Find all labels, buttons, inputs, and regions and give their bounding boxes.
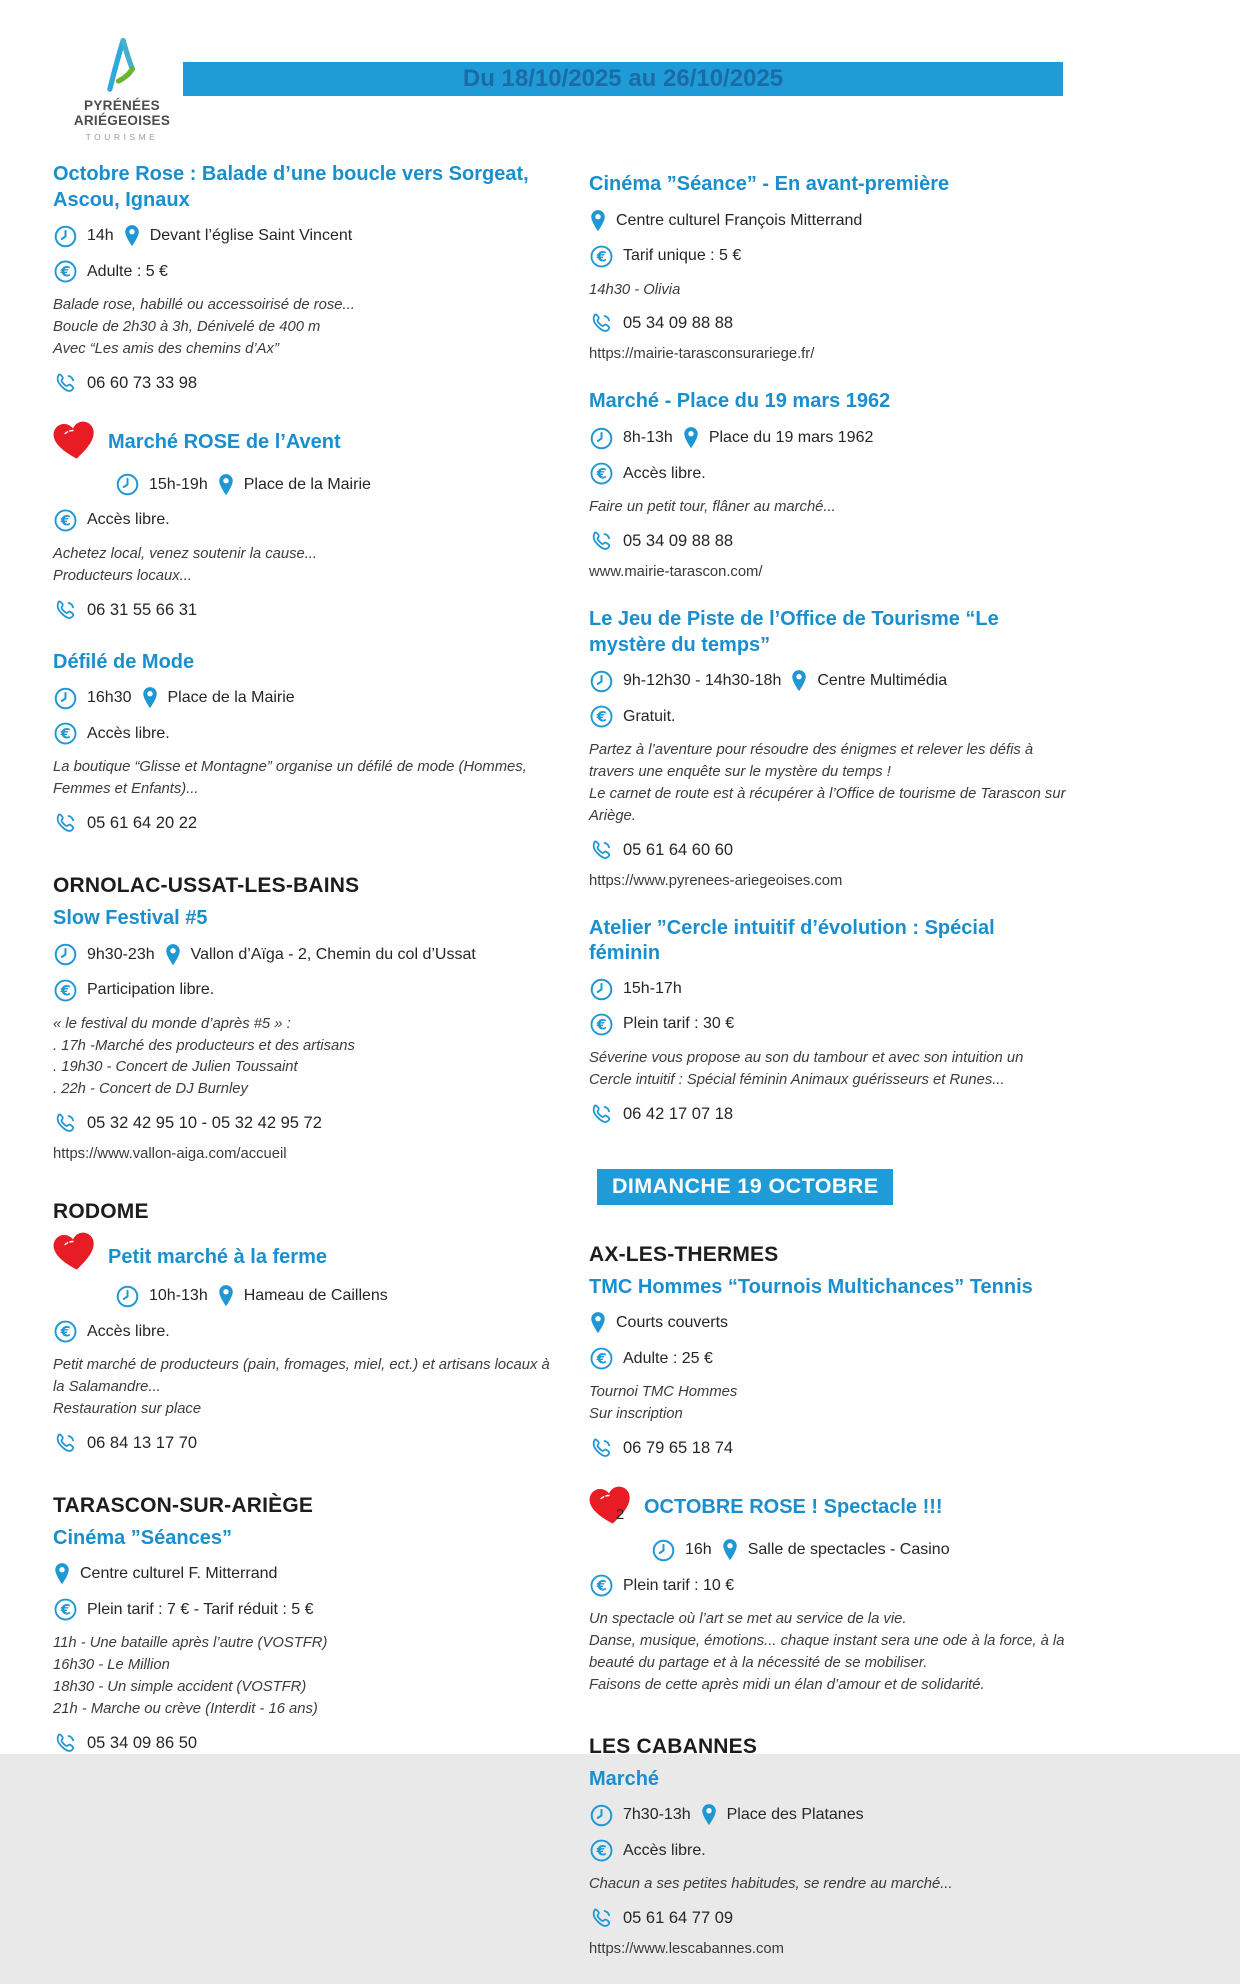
clock-icon [651, 1538, 676, 1563]
event-description [53, 1633, 563, 1721]
euro-icon [53, 1319, 78, 1344]
phone-icon [589, 529, 614, 554]
schedule-row [115, 472, 563, 498]
price-label: Gratuit. [623, 707, 676, 725]
event-title: Défilé de Mode [53, 650, 195, 673]
location-pin-icon [217, 472, 235, 498]
euro-icon [53, 978, 78, 1003]
event-card [589, 607, 1070, 889]
event-card [53, 650, 563, 836]
event-card [589, 389, 1070, 579]
schedule-row [589, 977, 1070, 1002]
event-description [589, 740, 1070, 828]
event-card [53, 162, 563, 396]
schedule-row [589, 208, 1070, 234]
time-label: 9h30-23h [87, 945, 155, 963]
time-label: 9h-12h30 - 14h30-18h [623, 672, 782, 690]
place-label: Centre culturel François Mitterrand [616, 211, 863, 229]
price-label: Tarif unique : 5 € [623, 247, 742, 265]
event-description [53, 1355, 563, 1421]
phone-icon [53, 1731, 78, 1756]
event-description [589, 1874, 1070, 1896]
price-label: Accès libre. [87, 724, 170, 742]
description-line: Le carnet de route est à récupérer à l’Office de tourisme de Tarascon sur Ariège. [589, 785, 1066, 824]
phone-icon [589, 1436, 614, 1461]
location-pin-icon [53, 1561, 71, 1587]
place-label: Place du 19 mars 1962 [708, 429, 874, 447]
svg-text:€: € [596, 1577, 607, 1595]
description-line: Restauration sur place [53, 1400, 202, 1417]
phone-number: 05 61 64 20 22 [87, 814, 198, 833]
svg-text:€: € [60, 1323, 71, 1341]
time-label: 16h30 [87, 689, 132, 707]
clock-icon [589, 1803, 614, 1828]
price-row [589, 1346, 1070, 1371]
clock-icon [589, 426, 614, 451]
pyrenees-ariegeoises-logo [58, 36, 186, 142]
schedule-row [53, 685, 563, 711]
event-description [589, 1048, 1070, 1092]
column-left [53, 148, 563, 1984]
location-pin-icon [164, 942, 182, 968]
phone-icon [589, 1102, 614, 1127]
svg-text:€: € [596, 465, 607, 483]
svg-text:€: € [596, 708, 607, 726]
time-label: 15h-17h [623, 980, 682, 998]
description-line: Avec “Les amis des chemins d’Ax” [53, 340, 279, 357]
description-line: 11h - Une bataille après l’autre (VOSTFR) [53, 1635, 328, 1652]
event-card [53, 423, 563, 623]
price-row [589, 1838, 1070, 1863]
event-title: Slow Festival #5 [53, 907, 208, 930]
euro-icon [589, 1838, 614, 1863]
description-line: Producteurs locaux... [53, 567, 192, 584]
phone-icon [589, 311, 614, 336]
price-label: Plein tarif : 7 € - Tarif réduit : 5 € [87, 1600, 314, 1618]
event-url[interactable]: https://www.vallon-aiga.com/accueil [53, 1146, 287, 1163]
phone-row [589, 838, 1070, 863]
description-line: Séverine vous propose au son du tambour et avec son intuition un Cercle intuitif : Spécial féminin Animaux guérisseurs et Runes... [589, 1049, 1024, 1088]
date-range-banner: Du 18/10/2025 au 26/10/2025 [183, 62, 1063, 96]
place-label: Devant l’église Saint Vincent [149, 227, 353, 245]
time-label: 16h [685, 1541, 712, 1559]
city-heading: TARASCON-SUR-ARIÈGE [53, 1493, 314, 1517]
svg-text:€: € [596, 248, 607, 266]
location-pin-icon [700, 1802, 718, 1828]
clock-icon [115, 472, 140, 497]
svg-text:€: € [60, 263, 71, 281]
description-line: 21h - Marche ou crève (Interdit - 16 ans) [53, 1701, 318, 1718]
event-card [589, 916, 1070, 1127]
price-label: Accès libre. [87, 511, 170, 529]
price-row [589, 1573, 1070, 1598]
description-line: Faisons de cette après midi un élan d’amour et de solidarité. [589, 1676, 985, 1693]
phone-row [53, 598, 563, 623]
event-title-row [53, 423, 563, 462]
events-columns [0, 140, 1240, 1984]
price-row [53, 1319, 563, 1344]
event-title: Cinéma ”Séance” - En avant-première [589, 173, 950, 195]
time-label: 10h-13h [149, 1287, 208, 1305]
description-line: 18h30 - Un simple accident (VOSTFR) [53, 1679, 307, 1696]
logo-title: PYRÉNÉES ARIÉGEOISES [73, 98, 171, 129]
event-url[interactable]: www.mairie-tarascon.com/ [589, 563, 763, 580]
schedule-row [589, 1802, 1070, 1828]
event-card [53, 906, 563, 1162]
schedule-row [53, 223, 563, 249]
place-label: Place de la Mairie [167, 689, 295, 707]
phone-row [589, 1102, 1070, 1127]
phone-icon [589, 1906, 614, 1931]
description-line: Danse, musique, émotions... chaque instant sera une ode à la force, à la beauté du partage et à la nécessité de se mobiliser. [589, 1632, 1065, 1671]
event-title: OCTOBRE ROSE ! Spectacle !!! [644, 1495, 943, 1518]
event-description [589, 1609, 1070, 1697]
euro-icon [53, 508, 78, 533]
phone-number: 05 32 42 95 10 - 05 32 42 95 72 [87, 1114, 322, 1133]
phone-number: 05 61 64 77 09 [623, 1909, 734, 1928]
price-label: Adulte : 25 € [623, 1349, 713, 1367]
description-line: Balade rose, habillé ou accessoirisé de rose... [53, 297, 355, 314]
place-label: Courts couverts [616, 1314, 729, 1332]
phone-row [53, 1731, 563, 1756]
price-label: Plein tarif : 10 € [623, 1576, 735, 1594]
euro-icon [53, 1597, 78, 1622]
phone-number: 05 34 09 86 50 [87, 1734, 198, 1752]
clock-icon [53, 686, 78, 711]
euro-icon [589, 1012, 614, 1037]
phone-icon [53, 598, 78, 623]
location-pin-icon [589, 208, 607, 234]
price-label: Accès libre. [623, 464, 706, 482]
place-label: Centre Multimédia [817, 672, 948, 690]
location-pin-icon [123, 223, 141, 249]
phone-number: 05 34 09 88 88 [623, 531, 734, 550]
description-line: Tournoi TMC Hommes [589, 1384, 738, 1401]
description-line: . 19h30 - Concert de Julien Toussaint [53, 1059, 298, 1076]
price-row [589, 1012, 1070, 1037]
phone-icon [53, 811, 78, 836]
euro-icon [53, 259, 78, 284]
svg-text:€: € [596, 1016, 607, 1034]
price-row [589, 244, 1070, 269]
description-line: « le festival du monde d’après #5 » : [53, 1015, 291, 1032]
day-banner: DIMANCHE 19 OCTOBRE [597, 1169, 893, 1205]
schedule-row [589, 1310, 1070, 1336]
place-label: Place des Platanes [726, 1806, 864, 1824]
event-description [53, 295, 563, 361]
location-pin-icon [217, 1283, 235, 1309]
schedule-row [53, 942, 563, 968]
schedule-row [589, 668, 1070, 694]
description-line: 14h30 - Olivia [589, 281, 681, 298]
price-label: Plein tarif : 30 € [623, 1015, 735, 1033]
phone-number: 06 79 65 18 74 [623, 1439, 734, 1458]
phone-row [589, 311, 1070, 336]
clock-icon [589, 977, 614, 1002]
euro-icon [53, 721, 78, 746]
schedule-row [115, 1283, 563, 1309]
city-heading: RODOME [53, 1200, 149, 1224]
location-pin-icon [790, 668, 808, 694]
clock-icon [115, 1284, 140, 1309]
page-number: 2 [615, 1506, 625, 1523]
phone-number: 06 31 55 66 31 [87, 600, 198, 619]
phone-number: 06 42 17 07 18 [623, 1104, 734, 1123]
svg-text:€: € [60, 725, 71, 743]
event-title: TMC Hommes “Tournois Multichances” Tennis [589, 1275, 1033, 1298]
euro-icon [589, 1573, 614, 1598]
description-line: 16h30 - Le Million [53, 1657, 170, 1674]
description-line: Petit marché de producteurs (pain, fromages, miel, ect.) et artisans locaux à la Salamandre... [53, 1357, 550, 1396]
location-pin-icon [721, 1537, 739, 1563]
event-title: Marché ROSE de l’Avent [108, 430, 341, 453]
description-line: Achetez local, venez soutenir la cause... [53, 545, 318, 562]
description-line: Chacun a ses petites habitudes, se rendre au marché... [589, 1876, 953, 1893]
phone-row [53, 1431, 563, 1456]
description-line: . 17h -Marché des producteurs et des artisans [53, 1037, 355, 1054]
price-row [53, 721, 563, 746]
event-description [53, 757, 563, 801]
location-pin-icon [141, 685, 159, 711]
event-description [589, 497, 1070, 519]
time-label: 14h [87, 227, 114, 245]
time-label: 7h30-13h [623, 1806, 691, 1824]
clock-icon [589, 669, 614, 694]
description-line: . 22h - Concert de DJ Burnley [53, 1081, 248, 1098]
description-line: Faire un petit tour, flâner au marché... [589, 499, 836, 516]
place-label: Centre culturel F. Mitterrand [80, 1565, 278, 1583]
svg-text:€: € [60, 982, 71, 1000]
event-card [589, 1275, 1070, 1461]
phone-row [53, 811, 563, 836]
city-heading: LES CABANNES [589, 1734, 758, 1758]
logo-subtitle: TOURISME [85, 132, 159, 143]
city-heading: ORNOLAC-USSAT-LES-BAINS [53, 874, 360, 898]
event-title-row [53, 1234, 563, 1273]
logo-mountain-a-icon [96, 36, 148, 96]
place-label: Salle de spectacles - Casino [747, 1541, 950, 1559]
description-line: Un spectacle où l’art se met au service de la vie. [589, 1611, 907, 1628]
price-label: Accès libre. [87, 1322, 170, 1340]
location-pin-icon [682, 425, 700, 451]
phone-row [53, 371, 563, 396]
description-line: Boucle de 2h30 à 3h, Dénivelé de 400 m [53, 319, 321, 336]
event-title: Cinéma ”Séances” [53, 1526, 232, 1549]
svg-text:€: € [60, 512, 71, 530]
price-row [53, 259, 563, 284]
phone-icon [53, 1431, 78, 1456]
schedule-row [651, 1537, 1070, 1563]
event-title: Marché [589, 1767, 660, 1790]
column-right [589, 148, 1070, 1984]
price-row [589, 461, 1070, 486]
price-label: Adulte : 5 € [87, 262, 168, 280]
phone-icon [589, 838, 614, 863]
event-url[interactable]: https://mairie-tarasconsurariege.fr/ [589, 346, 815, 363]
day-banner-row [589, 1169, 1070, 1205]
event-description [589, 280, 1070, 302]
time-label: 8h-13h [623, 429, 673, 447]
price-row [53, 1597, 563, 1622]
event-card [589, 172, 1070, 362]
price-label: Accès libre. [623, 1841, 706, 1859]
clock-icon [53, 224, 78, 249]
phone-number: 06 60 73 33 98 [87, 373, 198, 392]
phone-row [53, 1111, 563, 1136]
event-card [53, 1526, 563, 1756]
place-label: Hameau de Caillens [243, 1287, 388, 1305]
price-row [53, 508, 563, 533]
phone-row [589, 1906, 1070, 1931]
price-label: Participation libre. [87, 981, 215, 999]
schedule-row [589, 425, 1070, 451]
event-title: Atelier ”Cercle intuitif d’évolution : Spécial féminin [589, 916, 995, 965]
place-label: Vallon d’Aïga - 2, Chemin du col d’Ussat [190, 945, 476, 963]
city-heading: AX-LES-THERMES [589, 1242, 779, 1266]
description-line: Partez à l’aventure pour résoudre des énigmes et relever les défis à travers une enquête sur le mystère du temps ! [589, 742, 1034, 781]
phone-number: 05 34 09 88 88 [623, 314, 734, 333]
euro-icon [589, 244, 614, 269]
event-card [53, 1234, 563, 1456]
heart-icon [49, 1227, 101, 1275]
event-title: Marché - Place du 19 mars 1962 [589, 390, 891, 413]
event-title: Petit marché à la ferme [108, 1245, 327, 1268]
page-header [0, 0, 1240, 143]
event-description [589, 1382, 1070, 1426]
price-row [53, 978, 563, 1003]
event-description [53, 544, 563, 588]
event-title: Octobre Rose : Balade d’une boucle vers Sorgeat, Ascou, Ignaux [53, 163, 529, 211]
euro-icon [589, 1346, 614, 1371]
price-row [589, 704, 1070, 729]
phone-icon [53, 1111, 78, 1136]
phone-row [589, 529, 1070, 554]
event-url[interactable]: https://www.lescabannes.com [589, 1941, 784, 1958]
time-label: 15h-19h [149, 475, 208, 493]
event-title: Le Jeu de Piste de l’Office de Tourisme “Le mystère du temps” [589, 607, 999, 656]
phone-icon [53, 371, 78, 396]
phone-number: 06 84 13 17 70 [87, 1433, 198, 1452]
svg-text:€: € [596, 1842, 607, 1860]
event-description [53, 1014, 563, 1102]
heart-icon [49, 416, 101, 464]
event-card [589, 1767, 1070, 1957]
svg-text:€: € [60, 1602, 71, 1620]
phone-row [589, 1436, 1070, 1461]
description-line: La boutique “Glisse et Montagne” organise un défilé de mode (Hommes, Femmes et Enfants)... [53, 759, 527, 798]
schedule-row [53, 1561, 563, 1587]
svg-text:€: € [596, 1350, 607, 1368]
phone-number: 05 61 64 60 60 [623, 840, 734, 859]
event-url[interactable]: https://www.pyrenees-ariegeoises.com [589, 872, 843, 889]
clock-icon [53, 942, 78, 967]
description-line: Sur inscription [589, 1406, 683, 1423]
euro-icon [589, 461, 614, 486]
place-label: Place de la Mairie [243, 475, 371, 493]
location-pin-icon [589, 1310, 607, 1336]
euro-icon [589, 704, 614, 729]
